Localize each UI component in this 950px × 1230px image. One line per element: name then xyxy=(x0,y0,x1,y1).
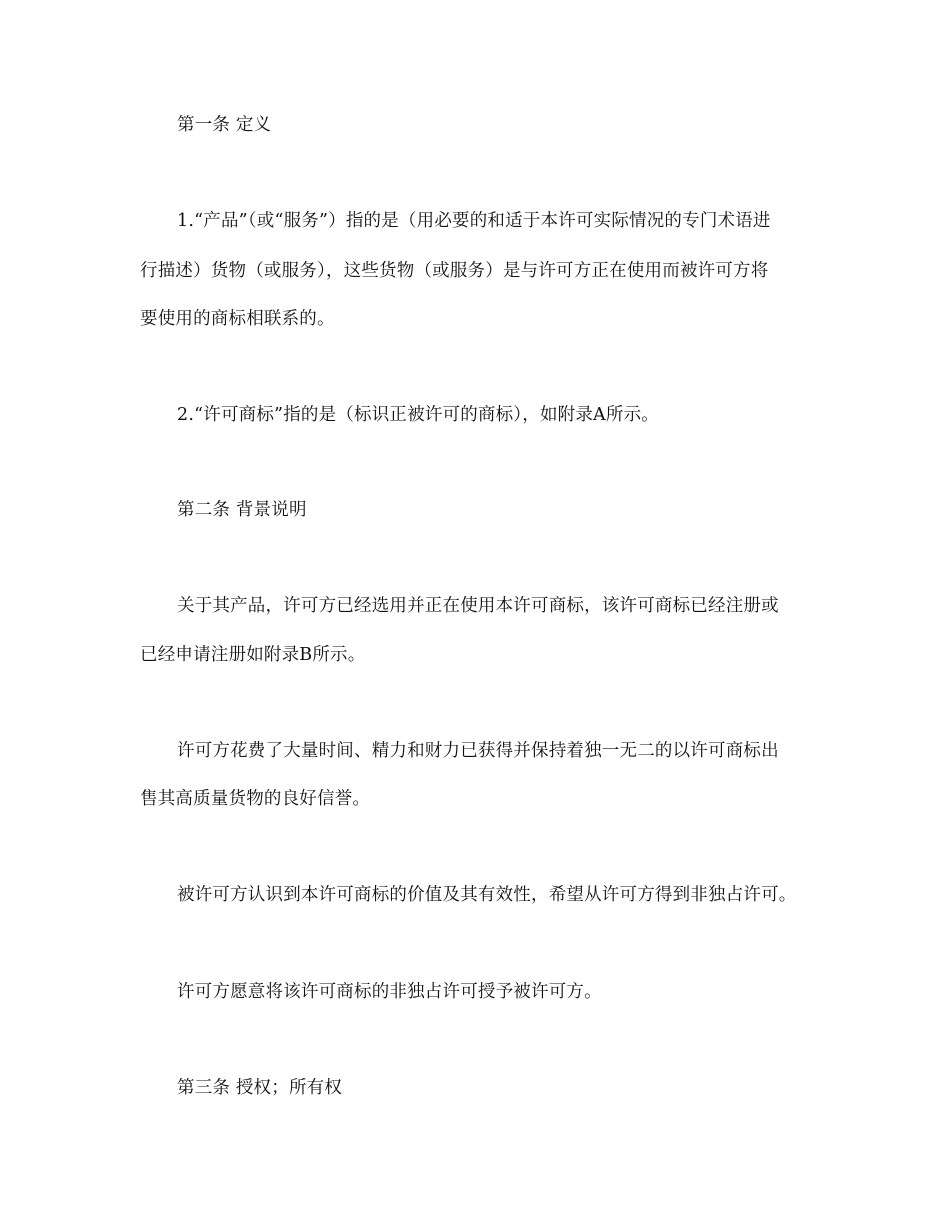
background-para-2-line-1: 许可方花费了大量时间、精力和财力已获得并保持着独一无二的以许可商标出 xyxy=(177,741,779,761)
background-para-4-line: 许可方愿意将该许可商标的非独占许可授予被许可方。 xyxy=(177,982,602,1002)
definition-1-line-3: 要使用的商标相联系的。 xyxy=(140,309,335,329)
background-para-3-line: 被许可方认识到本许可商标的价值及其有效性，希望从许可方得到非独占许可。 xyxy=(177,885,797,905)
definition-1-line-2: 行描述）货物（或服务），这些货物（或服务）是与许可方正在使用而被许可方将 xyxy=(140,261,769,281)
article-1-heading: 第一条 定义 xyxy=(177,115,272,135)
article-3-heading: 第三条 授权；所有权 xyxy=(177,1078,343,1098)
background-para-1-line-2: 已经申请注册如附录B所示。 xyxy=(140,645,366,665)
definition-1-line-1: 1.“产品”（或“服务”）指的是（用必要的和适于本许可实际情况的专门术语进 xyxy=(177,211,771,231)
background-para-1-line-1: 关于其产品，许可方已经选用并正在使用本许可商标，该许可商标已经注册或 xyxy=(177,596,779,616)
background-para-2-line-2: 售其高质量货物的良好信誉。 xyxy=(140,789,371,809)
definition-2-line: 2.“许可商标”指的是（标识正被许可的商标），如附录A所示。 xyxy=(177,405,659,425)
article-2-heading: 第二条 背景说明 xyxy=(177,500,307,520)
